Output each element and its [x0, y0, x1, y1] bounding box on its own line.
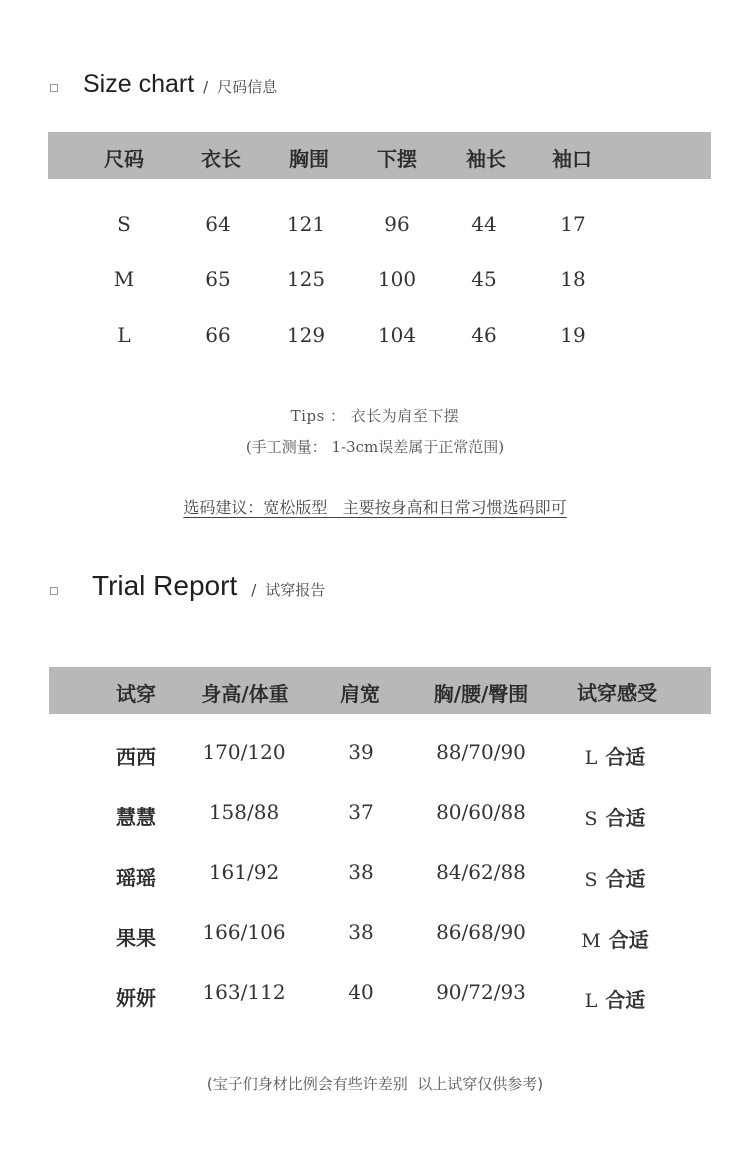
height-weight-cell: 158/88: [208, 800, 280, 824]
shoulder-cell: 37: [348, 800, 374, 824]
header-cell-height-weight: 身高/体重: [201, 682, 289, 706]
fit-word: 合适: [605, 988, 646, 1012]
size-cell: L: [117, 323, 131, 347]
hem-cell: 100: [377, 267, 417, 291]
header-cell-shoulder: 肩宽: [340, 682, 380, 706]
fit-size: L: [584, 990, 598, 1012]
chest-cell: 121: [286, 212, 326, 236]
height-weight-cell: 161/92: [208, 860, 280, 884]
cuff-cell: 18: [560, 267, 586, 291]
shoulder-cell: 38: [348, 860, 374, 884]
header-cell-fit-feeling: 试穿感受: [577, 681, 657, 705]
size-cell: S: [117, 212, 131, 236]
header-cell-length: 衣长: [201, 147, 241, 171]
title-separator: /: [203, 78, 209, 96]
size-chart-subtitle: 尺码信息: [217, 78, 278, 96]
bwh-cell: 90/72/93: [436, 980, 526, 1004]
fit-cell: [585, 984, 646, 1013]
trial-report-subtitle: 试穿报告: [265, 581, 326, 599]
tester-name: 果果: [116, 926, 156, 950]
fit-word: 合适: [605, 867, 646, 891]
chest-cell: 125: [286, 267, 326, 291]
fit-word: 合适: [605, 745, 646, 769]
bwh-cell: 88/70/90: [436, 740, 526, 764]
fit-word: 合适: [608, 928, 649, 952]
cuff-cell: 19: [560, 323, 586, 347]
header-cell-chest: 胸围: [289, 147, 329, 171]
header-cell-cuff: 袖口: [552, 147, 592, 171]
sleeve-cell: 44: [471, 212, 497, 236]
bwh-cell: 84/62/88: [436, 860, 526, 884]
header-cell-hem: 下摆: [377, 147, 417, 171]
size-advice: 选码建议：宽松版型 主要按身高和日常习惯选码即可: [183, 498, 567, 517]
header-cell-tester: 试穿: [116, 682, 156, 706]
sleeve-cell: 45: [471, 267, 497, 291]
length-cell: 64: [205, 212, 231, 236]
fit-size: S: [584, 808, 598, 830]
square-bullet-icon: [50, 84, 58, 92]
shoulder-cell: 38: [348, 920, 374, 944]
height-weight-cell: 163/112: [202, 980, 286, 1004]
size-chart-heading: [50, 70, 277, 99]
measure-note: (手工测量： 1-3cm误差属于正常范围): [245, 438, 505, 456]
cuff-cell: 17: [560, 212, 586, 236]
square-bullet-icon: [50, 587, 58, 595]
length-cell: 65: [205, 267, 231, 291]
sleeve-cell: 46: [471, 323, 497, 347]
title-separator: /: [251, 581, 257, 599]
shoulder-cell: 40: [348, 980, 374, 1004]
tips-line: Tips ： 衣长为肩至下摆: [290, 407, 460, 425]
tester-name: 西西: [116, 745, 156, 769]
size-cell: M: [113, 267, 135, 291]
hem-cell: 104: [377, 323, 417, 347]
trial-report-title: Trial Report: [92, 570, 238, 601]
length-cell: 66: [205, 323, 231, 347]
height-weight-cell: 166/106: [202, 920, 286, 944]
bwh-cell: 80/60/88: [436, 800, 526, 824]
fit-size: M: [581, 930, 601, 952]
trial-report-heading: [50, 570, 325, 602]
chest-cell: 129: [286, 323, 326, 347]
shoulder-cell: 39: [348, 740, 374, 764]
header-cell-size: 尺码: [104, 147, 144, 171]
tester-name: 慧慧: [116, 805, 156, 829]
tester-name: 瑶瑶: [116, 866, 156, 890]
fit-size: S: [584, 869, 598, 891]
fit-cell: [584, 802, 645, 831]
fit-cell: [584, 863, 645, 892]
size-chart-title: Size chart: [83, 70, 195, 98]
tester-name: 妍妍: [116, 986, 156, 1010]
height-weight-cell: 170/120: [202, 740, 286, 764]
fit-size: L: [584, 747, 598, 769]
header-cell-sleeve: 袖长: [466, 147, 506, 171]
bwh-cell: 86/68/90: [436, 920, 526, 944]
fit-word: 合适: [605, 806, 646, 830]
fit-cell: [581, 924, 648, 953]
trial-footer-note: (宝子们身材比例会有些许差别 以上试穿仅供参考): [206, 1075, 544, 1093]
header-cell-bwh: 胸/腰/臀围: [433, 682, 529, 706]
hem-cell: 96: [384, 212, 410, 236]
fit-cell: [585, 741, 646, 770]
